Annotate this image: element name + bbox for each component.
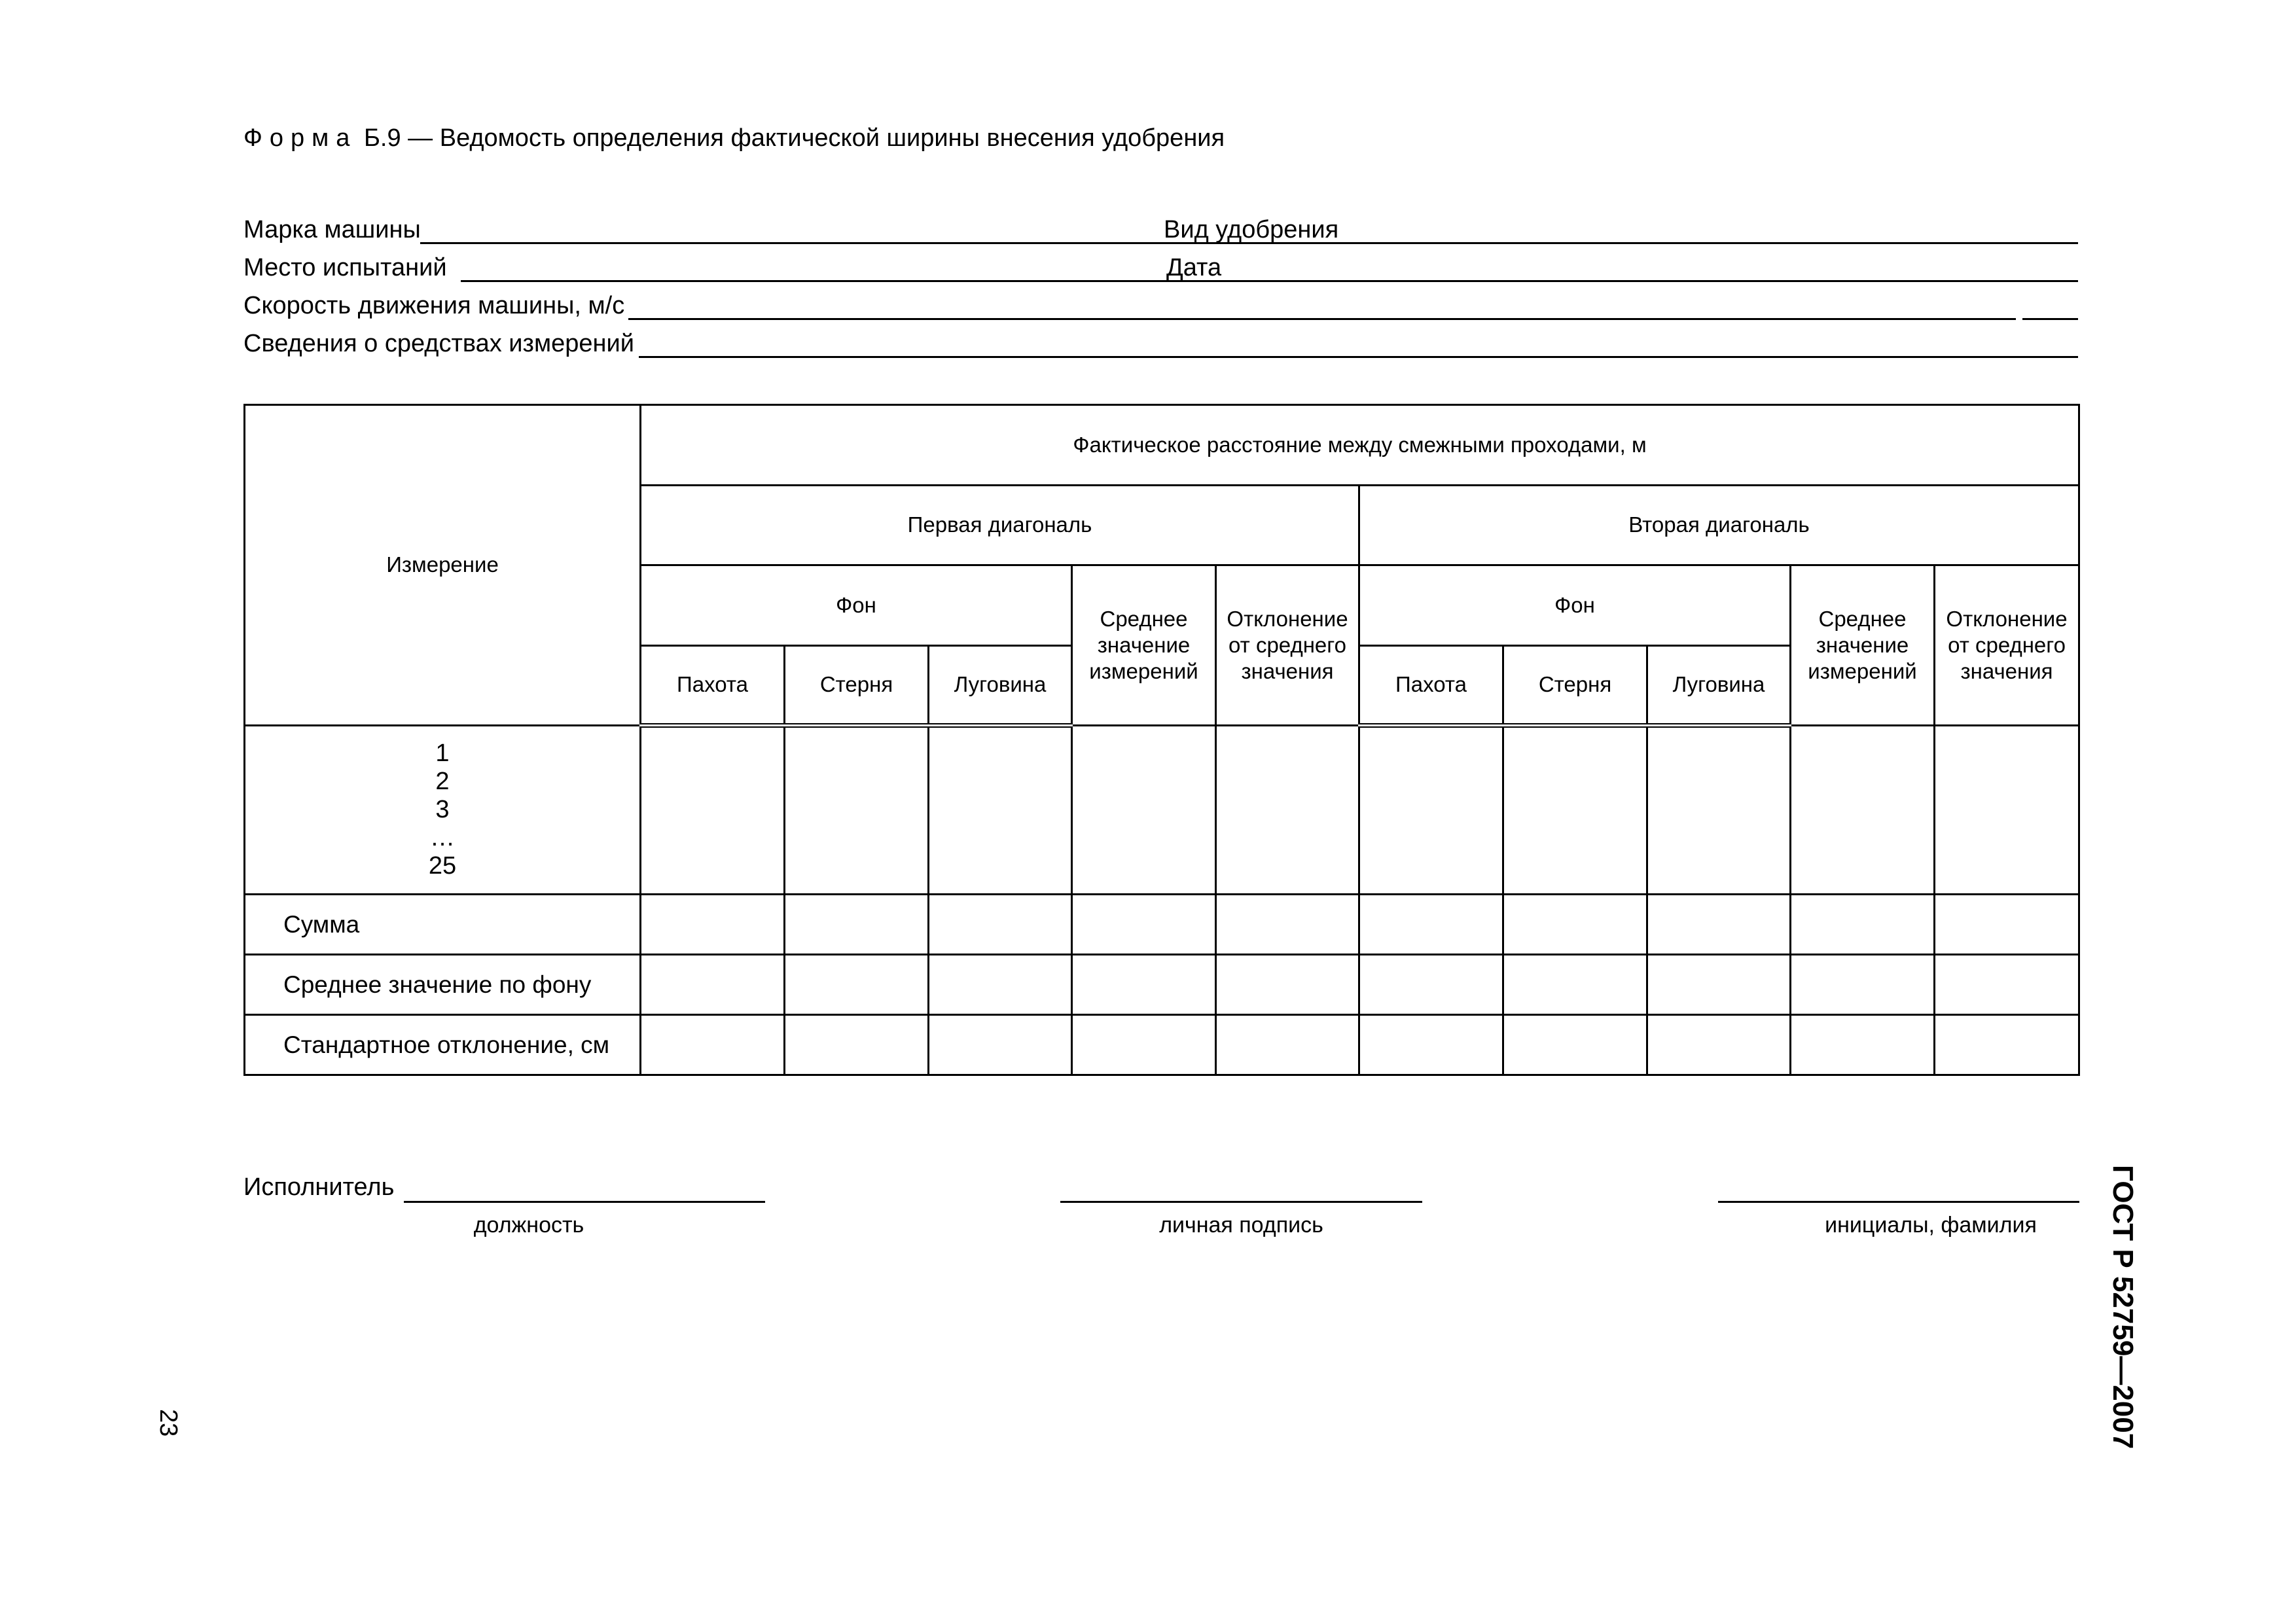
- mean-measurements-header-2: Среднее значение измерений: [1791, 565, 1935, 726]
- form-title-text: Б.9 — Ведомость определения фактической ширины внесения удобрения: [363, 124, 1225, 152]
- ploughing-header-1: Пахота: [641, 646, 785, 726]
- data-cell[interactable]: [785, 955, 929, 1015]
- data-cell[interactable]: [1503, 726, 1647, 895]
- data-cell[interactable]: [929, 726, 1072, 895]
- date-field[interactable]: [1232, 280, 2078, 282]
- data-cell[interactable]: [1072, 726, 1216, 895]
- field-row-brand: [243, 216, 2078, 249]
- first-diagonal-header: Первая диагональ: [641, 486, 1359, 565]
- stub-header: Измерение: [245, 405, 641, 726]
- data-cell[interactable]: [1935, 1015, 2079, 1075]
- measurement-number: 2: [435, 768, 450, 796]
- date-label: Дата: [1166, 254, 1222, 281]
- data-cell[interactable]: [1647, 955, 1791, 1015]
- data-cell[interactable]: [1072, 895, 1216, 955]
- data-cell[interactable]: [1359, 955, 1503, 1015]
- measurement-number: …: [430, 823, 455, 851]
- mean-by-background-label: Среднее значение по фону: [245, 955, 641, 1015]
- fertilizer-type-label: Вид удобрения: [1164, 216, 1339, 243]
- data-cell[interactable]: [1791, 895, 1935, 955]
- data-cell[interactable]: [1359, 1015, 1503, 1075]
- stubble-header-2: Стерня: [1503, 646, 1647, 726]
- data-cell[interactable]: [1647, 895, 1791, 955]
- measurement-number: 3: [435, 796, 450, 824]
- data-cell[interactable]: [641, 895, 785, 955]
- fertilizer-type-field[interactable]: [1340, 242, 2078, 244]
- page-number-text: 23: [154, 1409, 182, 1437]
- data-cell[interactable]: [1935, 895, 2079, 955]
- measurement-means-field[interactable]: [639, 356, 2078, 358]
- data-cell[interactable]: [1935, 955, 2079, 1015]
- background-header-1: Фон: [641, 565, 1072, 646]
- measurement-means-label: Сведения о средствах измерений: [243, 330, 634, 357]
- data-cell[interactable]: [1503, 1015, 1647, 1075]
- data-cell[interactable]: [1791, 955, 1935, 1015]
- data-cell[interactable]: [1216, 895, 1359, 955]
- data-cell[interactable]: [1216, 1015, 1359, 1075]
- data-cell[interactable]: [929, 1015, 1072, 1075]
- ploughing-header-2: Пахота: [1359, 646, 1503, 726]
- signature-field[interactable]: [1060, 1201, 1422, 1203]
- data-cell[interactable]: [641, 955, 785, 1015]
- data-cell[interactable]: [1359, 726, 1503, 895]
- stubble-header-1: Стерня: [785, 646, 929, 726]
- data-cell[interactable]: [785, 726, 929, 895]
- meadow-header-2: Луговина: [1647, 646, 1791, 726]
- data-cell[interactable]: [1072, 1015, 1216, 1075]
- measurement-number: 25: [428, 851, 457, 880]
- sum-row: [245, 895, 2079, 955]
- executor-label: Исполнитель: [243, 1173, 395, 1201]
- std-deviation-label: Стандартное отклонение, см: [245, 1015, 641, 1075]
- data-cell[interactable]: [785, 895, 929, 955]
- mean-row: [245, 955, 2079, 1015]
- data-cell[interactable]: [1216, 955, 1359, 1015]
- sum-label: Сумма: [245, 895, 641, 955]
- deviation-header-2: Отклонение от среднего значения: [1935, 565, 2079, 726]
- data-cell[interactable]: [785, 1015, 929, 1075]
- data-cell[interactable]: [1072, 955, 1216, 1015]
- data-cell[interactable]: [1791, 1015, 1935, 1075]
- test-place-label: Место испытаний: [243, 254, 447, 281]
- meadow-header-1: Луговина: [929, 646, 1072, 726]
- data-cell[interactable]: [1503, 895, 1647, 955]
- data-cell[interactable]: [1647, 1015, 1791, 1075]
- position-field[interactable]: [404, 1201, 765, 1203]
- measurement-table: [243, 404, 2080, 1076]
- field-row-place: [243, 254, 2078, 287]
- data-cell[interactable]: [1216, 726, 1359, 895]
- machine-speed-field[interactable]: [628, 318, 2016, 320]
- data-cell[interactable]: [929, 955, 1072, 1015]
- field-row-speed: [243, 292, 2078, 325]
- data-cell[interactable]: [641, 726, 785, 895]
- name-caption: инициалы, фамилия: [1825, 1213, 2037, 1238]
- machine-speed-field-end: [2022, 318, 2078, 320]
- measurement-row: [245, 726, 2079, 895]
- position-caption: должность: [473, 1213, 584, 1238]
- signature-caption: личная подпись: [1159, 1213, 1323, 1238]
- field-row-means: [243, 330, 2078, 363]
- measurement-number: 1: [435, 740, 450, 768]
- form-title-lead: Форма: [243, 124, 357, 152]
- machine-brand-label: Марка машины: [243, 216, 421, 243]
- data-cell[interactable]: [1791, 726, 1935, 895]
- data-cell[interactable]: [929, 895, 1072, 955]
- machine-speed-label: Скорость движения машины, м/с: [243, 292, 625, 319]
- form-title: [243, 124, 1225, 152]
- main-header: Фактическое расстояние между смежными проходами, м: [641, 405, 2079, 486]
- deviation-header-1: Отклонение от среднего значения: [1216, 565, 1359, 726]
- data-cell[interactable]: [1503, 955, 1647, 1015]
- data-cell[interactable]: [1935, 726, 2079, 895]
- mean-measurements-header-1: Среднее значение измерений: [1072, 565, 1216, 726]
- data-cell[interactable]: [1647, 726, 1791, 895]
- std-dev-row: [245, 1015, 2079, 1075]
- second-diagonal-header: Вторая диагональ: [1359, 486, 2079, 565]
- background-header-2: Фон: [1359, 565, 1791, 646]
- measurement-numbers: [245, 726, 641, 895]
- name-field[interactable]: [1718, 1201, 2079, 1203]
- data-cell[interactable]: [641, 1015, 785, 1075]
- data-cell[interactable]: [1359, 895, 1503, 955]
- standard-designation-text: ГОСТ Р 52759—2007: [2107, 1165, 2139, 1450]
